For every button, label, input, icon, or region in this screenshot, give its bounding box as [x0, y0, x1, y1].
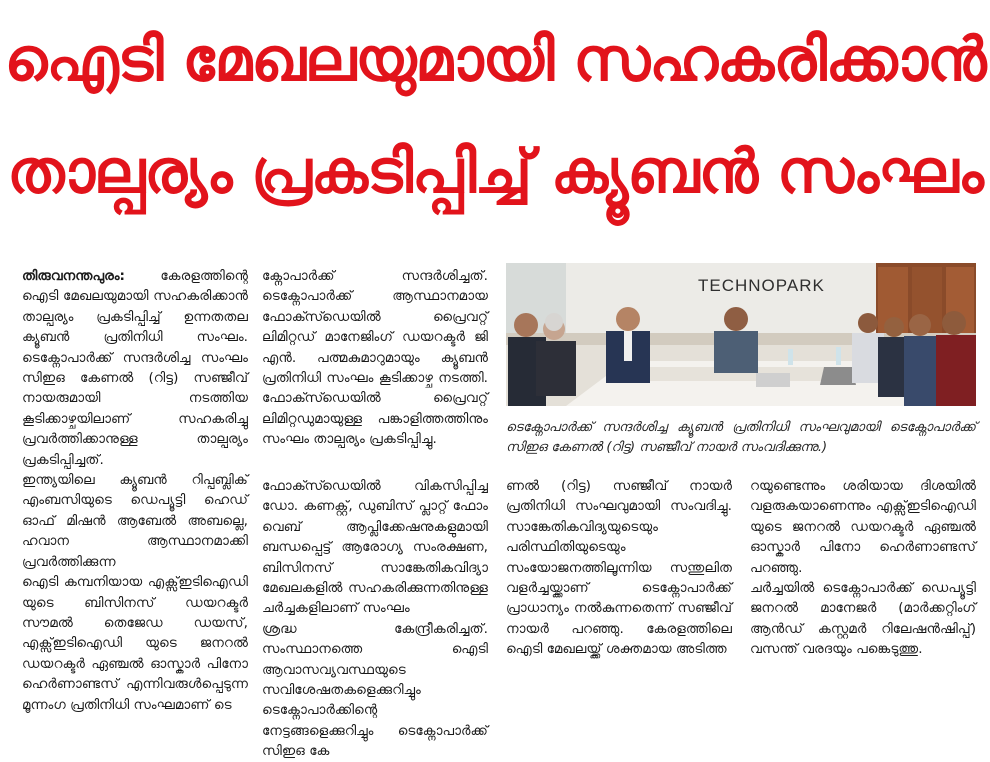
article-paragraph: ക്നോപാർക്ക് സന്ദർശിച്ചത്. ടെക്നോപാർക്ക് ആസ്ഥാനമായ ഫോക്സ്ഡെയിൽ പ്രൈവറ്റ് ലിമിറ്റഡ് മാനേജിംഗ് ഡയറക്ടർ ജി എൻ. പത്മകുമാറുമായും ക്യൂബൻ പ്രതിനിധി സംഘം കൂടിക്കാഴ്ച നടത്തി. ഫോക്സ്ഡെയിൽ പ്രൈവറ്റ് ലിമിറ്റഡുമായുള്ള പങ്കാളിത്തത്തിനും സംഘം താല്പര്യം പ്രകടിപ്പിച്ചു. [262, 268, 488, 448]
meeting-photo [506, 263, 976, 406]
dateline: തിരുവനന്തപുരം: [22, 268, 125, 284]
article-paragraph [22, 266, 248, 470]
article-paragraph: ചർച്ചയിൽ ടെക്നോപാർക്ക് ഡെപ്യൂട്ടി ജനറൽ മാനേജർ (മാർക്കറ്റിംഗ് ആൻഡ് കസ്റ്റമർ റിലേഷൻഷിപ്പ്) വസന്ത് വരദയും പങ്കെടുത്തു. [750, 580, 976, 658]
photo-sign-text: TECHNOPARK [698, 276, 825, 295]
article-column-3 [262, 476, 488, 760]
article-column-1 [22, 266, 248, 713]
article-paragraph: ഇന്ത്യയിലെ ക്യൂബൻ റിപ്പബ്ലിക് എംബസിയുടെ ഡെപ്യൂട്ടി ഹെഡ് ഓഫ് മിഷൻ ആബേൽ അബല്ലെ, ഹവാന ആസ്ഥാനമാക്കി പ്രവർത്തിക്കുന്ന [22, 472, 248, 570]
photo-caption: ടെക്നോപാർക്ക് സന്ദർശിച്ച ക്യൂബൻ പ്രതിനിധി സംഘവുമായി ടെക്നോപാർക്ക് സിഇഒ കേണൽ (റിട്ട) സഞ്ജീവ് നായർ സംവദിക്കുന്നു.) [506, 420, 976, 455]
article-column-4 [506, 476, 732, 696]
article-paragraph: സംയോജനത്തിലൂന്നിയ സന്തുലിത വളർച്ചയ്ക്കാണ് ടെക്നോപാർക്ക് പ്രാധാന്യം നൽകുന്നതെന്ന് സഞ്ജീവ് നായർ പറഞ്ഞു. കേരളത്തിലെ ഐടി മേഖലയ്ക്ക് ശക്തമായ അടിത്ത [506, 559, 732, 658]
article-paragraph: റയുണ്ടെന്നും ശരിയായ ദിശയിൽ വളരുകയാണെന്നും എക്സ്ഇടിഐഡി യുടെ ജനറൽ ഡയറക്ടർ ഏഞ്ചൽ ഓസ്കാർ പിനോ ഹെർണാണ്ടസ് പറഞ്ഞു. [750, 478, 976, 576]
article-paragraph: ഫോക്സ്ഡെയിൽ വികസിപ്പിച്ച ഡോ. കണക്റ്റ്, ഡുബിസ് പ്ലാറ്റ് ഫോം വെബ് ആപ്ലിക്കേഷനുകളുമായി ബന്ധപ്പെട്ട് ആരോഗ്യ സംരക്ഷണ, ബിസിനസ് സാങ്കേതികവിദ്യാ മേഖലകളിൽ സഹകരിക്കുന്നതിനുള്ള ചർച്ചകളിലാണ് സംഘം [262, 478, 488, 617]
article-paragraph: ശ്രദ്ധ കേന്ദ്രീകരിച്ചത്. സംസ്ഥാനത്തെ ഐടി ആവാസവ്യവസ്ഥയുടെ സവിശേഷതകളെക്കുറിച്ചും ടെക്നോപാർക്കിന്റെ നേട്ടങ്ങളെക്കുറിച്ചും ടെക്നോപാർക്ക് സിഇഒ കേ [262, 620, 488, 760]
paragraph-text: കേരളത്തിന്റെ ഐടി മേഖലയുമായി സഹകരിക്കാൻ താല്പര്യം പ്രകടിപ്പിച്ച് ഉന്നതതല ക്യൂബൻ പ്രതിനിധി സംഘം. ടെക്നോപാർക്ക് സന്ദർശിച്ച സംഘം സിഇഒ കേണൽ (റിട്ട) സഞ്ജീവ് നായരുമായി നടത്തിയ കൂടിക്കാഴ്ചയിലാണ് സഹകരിച്ചു പ്രവർത്തിക്കാനുള്ള താല്പര്യം പ്രകടിപ്പിച്ചത്. [22, 268, 248, 468]
headline-line-2: താല്പര്യം പ്രകടിപ്പിച്ച് ക്യൂബൻ സംഘം [7, 137, 983, 207]
article-column-2 [262, 266, 488, 474]
headline-line-1: ഐടി മേഖലയുമായി സഹകരിക്കാൻ [4, 25, 986, 95]
article-paragraph: ഐടി കമ്പനിയായ എക്സ്ഇടിഐഡി യുടെ ബിസിനസ് ഡയറക്ടർ സൗമൽ തെജേഡ ഡയസ്, എക്സ്ഇടിഐഡി യുടെ ജനറൽ ഡയറക്ടർ ഏഞ്ചൽ ഓസ്കാർ പിനോ ഹെർണാണ്ടസ് എന്നിവരുൾപ്പെടുന്ന മൂന്നംഗ പ്രതിനിധി സംഘമാണ് ടെ [22, 574, 248, 713]
article-column-5 [750, 476, 976, 696]
article-paragraph: ണൽ (റിട്ട) സഞ്ജീവ് നായർ പ്രതിനിധി സംഘവുമായി സംവദിച്ചു. സാങ്കേതികവിദ്യയുടെയും പരിസ്ഥിതിയുടെയും [506, 478, 732, 556]
